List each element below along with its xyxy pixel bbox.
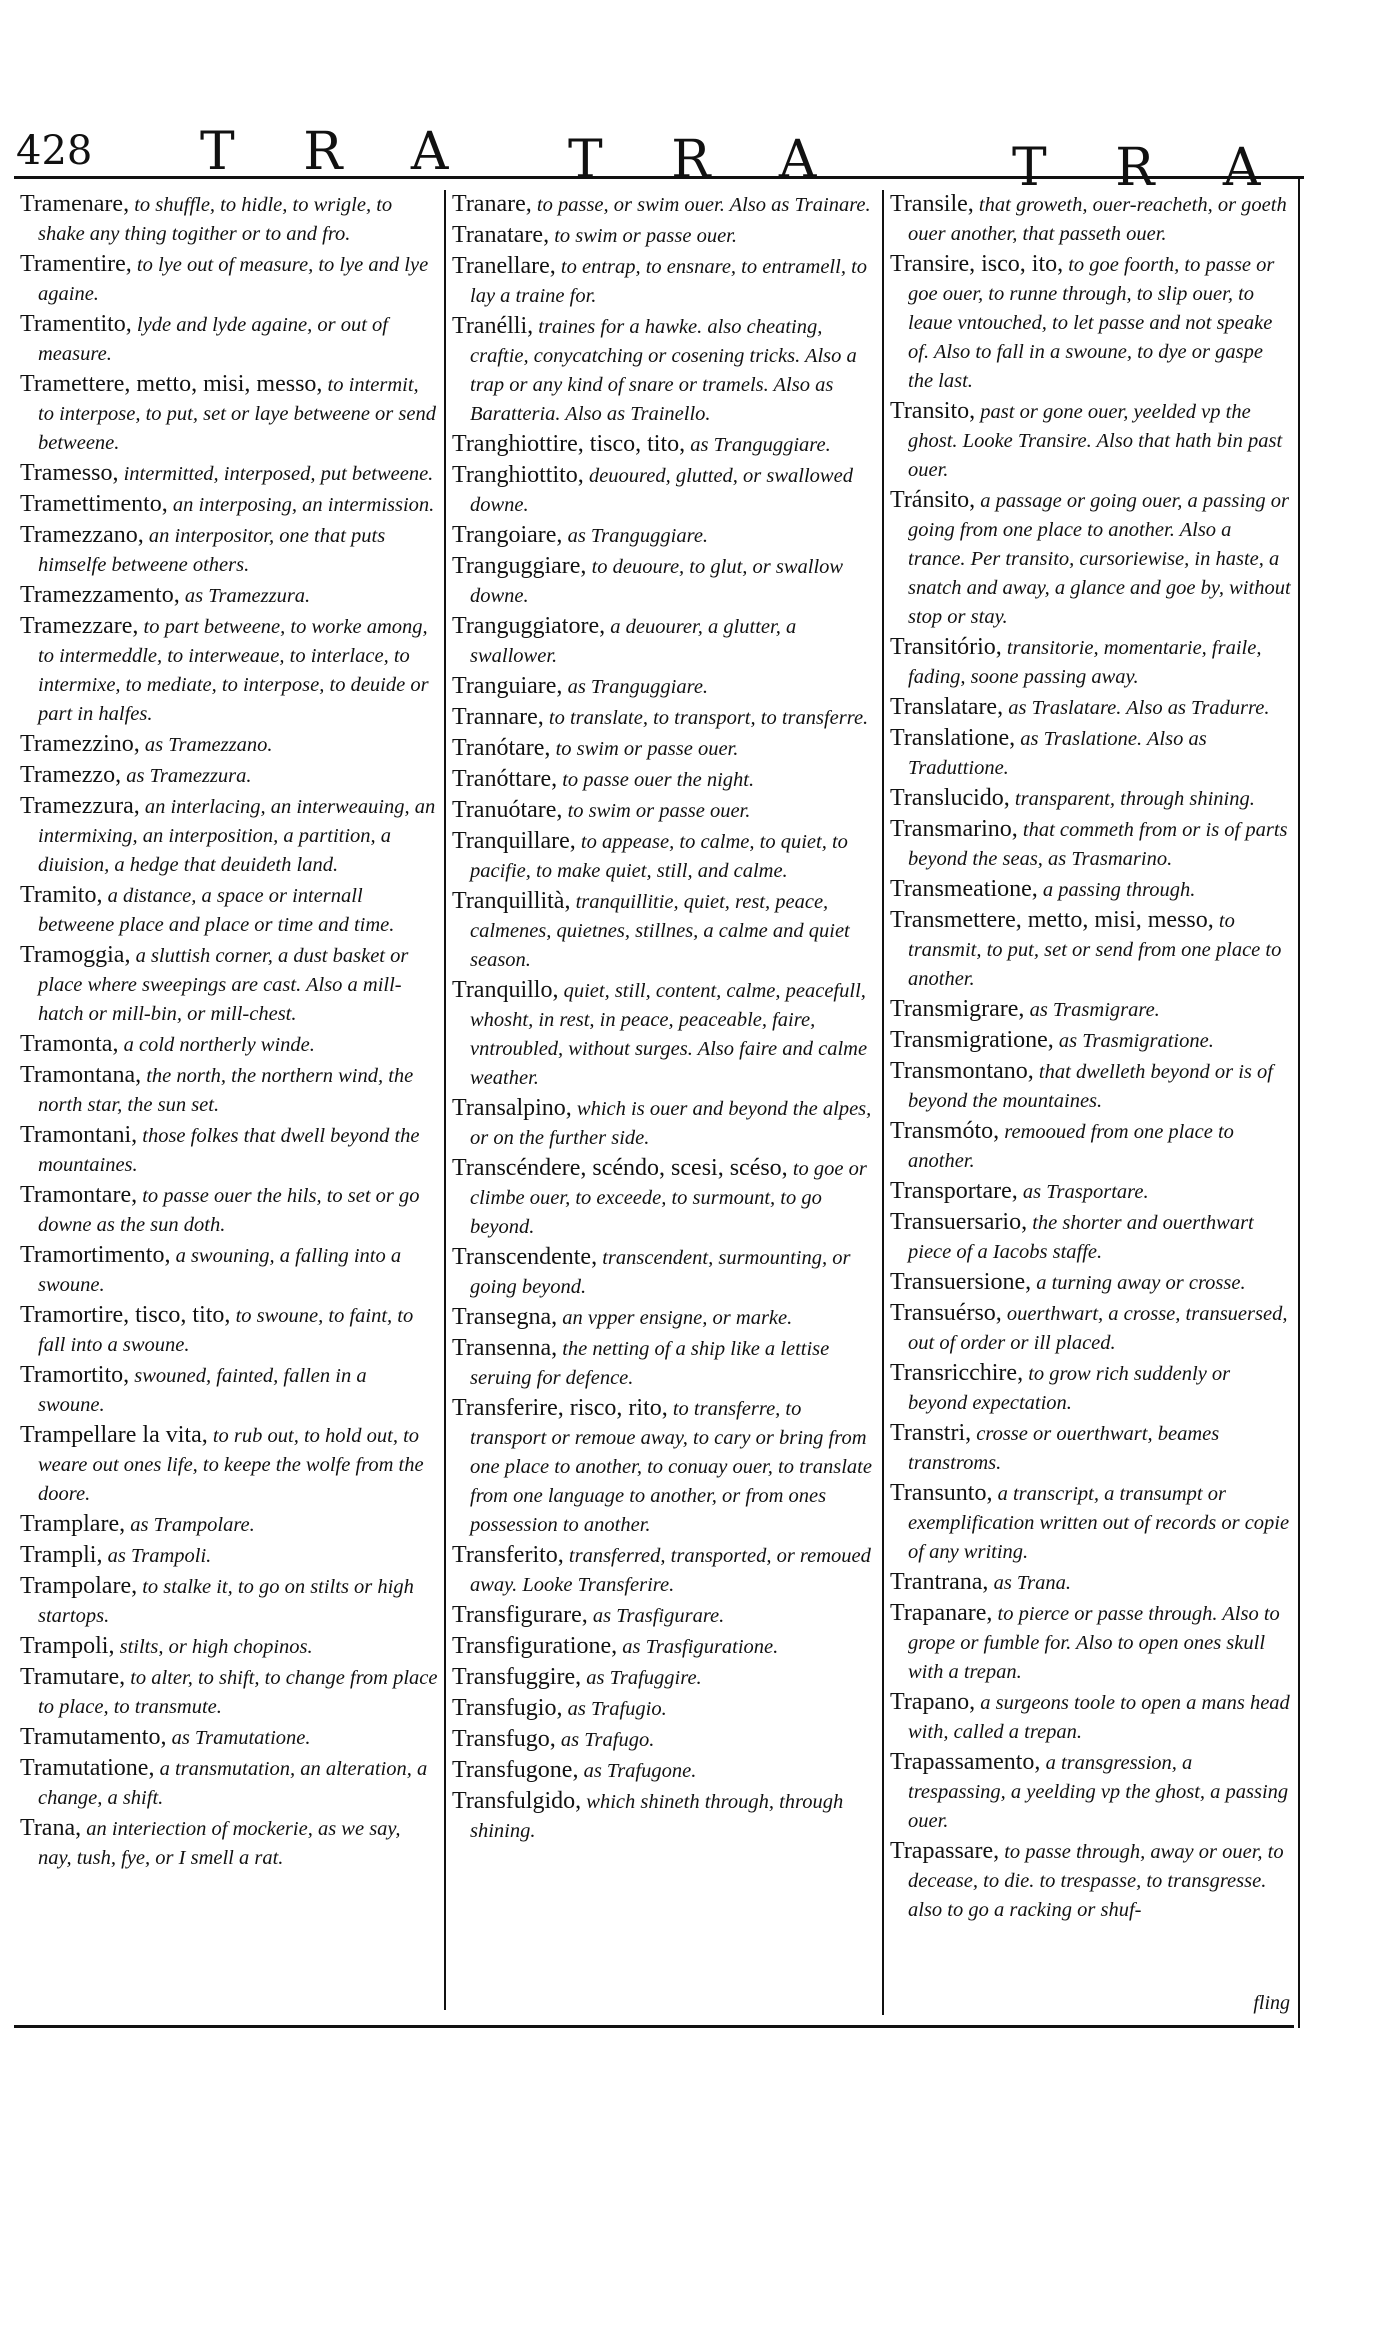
entry-headword: Transmettere, metto, misi, messo, (890, 907, 1214, 933)
dictionary-entry (20, 310, 438, 369)
column-3 (890, 190, 1292, 1926)
column-2 (452, 190, 876, 1847)
entry-headword: Tramezzo, (20, 762, 122, 788)
entry-definition: tranquillitie, quiet, rest, peace, calmenes, quietnes, stillnes, a calme and quiet season. (470, 891, 850, 971)
column-divider-right (882, 190, 884, 2015)
entry-headword: Transmóto, (890, 1118, 1000, 1144)
entry-definition: a passing through. (1037, 879, 1196, 901)
entry-definition: to alter, to shift, to change from place to place, to transmute. (38, 1667, 438, 1718)
entry-definition: intermitted, interposed, put betweene. (118, 463, 434, 485)
dictionary-entry (452, 1725, 876, 1755)
entry-headword: Transito, (890, 398, 976, 424)
entry-headword: Transricchire, (890, 1360, 1024, 1386)
entry-definition: to entrap, to ensnare, to entramell, to lay a traine for. (470, 256, 868, 307)
dictionary-entry (452, 1303, 876, 1333)
entry-definition: as Trafugone. (578, 1760, 697, 1782)
entry-headword: Translucido, (890, 785, 1010, 811)
entry-definition: lyde and lyde againe, or out of measure. (38, 314, 388, 365)
dictionary-entry (452, 552, 876, 611)
dictionary-entry (890, 1208, 1292, 1267)
entry-headword: Tranquillo, (452, 977, 559, 1003)
dictionary-entry (20, 459, 438, 489)
dictionary-entry (452, 1243, 876, 1302)
dictionary-entry (20, 370, 438, 458)
dictionary-entry (890, 815, 1292, 874)
dictionary-entry (20, 521, 438, 580)
page-number: 428 (16, 128, 93, 174)
entry-headword: Translatare, (890, 694, 1004, 720)
entry-definition: as Trasfigurare. (587, 1605, 725, 1627)
entry-headword: Transalpino, (452, 1095, 572, 1121)
entry-definition: ouerthwart, a crosse, transuersed, out of order or ill placed. (908, 1303, 1288, 1354)
entry-definition: a distance, a space or internall betweene place and place or time and time. (38, 885, 395, 936)
entry-definition: to passe ouer the night. (557, 769, 755, 791)
dictionary-entry (890, 1748, 1292, 1836)
entry-headword: Tranguiare, (452, 673, 563, 699)
dictionary-entry (452, 521, 876, 551)
dictionary-entry (452, 734, 876, 764)
dictionary-entry (20, 881, 438, 940)
entry-definition: a transmutation, an alteration, a change, a shift. (38, 1758, 428, 1809)
entry-definition: as Traslatare. Also as Tradurre. (1003, 697, 1270, 719)
entry-headword: Trampolare, (20, 1573, 138, 1599)
entry-definition: to swim or passe ouer. (562, 800, 751, 822)
entry-definition: deuoured, glutted, or swallowed downe. (470, 465, 853, 516)
entry-definition: as Trasportare. (1017, 1181, 1149, 1203)
entry-headword: Transcendente, (452, 1244, 598, 1270)
entry-headword: Transtri, (890, 1420, 972, 1446)
entry-definition: traines for a hawke. also cheating, craftie, conycatching or cosening tricks. Also a trap or any kind of snare or tramels. Also as Baratteria. Also as Trainello. (470, 316, 857, 425)
entry-headword: Tramenare, (20, 191, 130, 217)
dictionary-entry (20, 1541, 438, 1571)
entry-definition: to swoune, to faint, to fall into a swoune. (38, 1305, 414, 1356)
entry-definition: an vpper ensigne, or marke. (557, 1307, 793, 1329)
entry-definition: to transmit, to put, set or send from one place to another. (908, 910, 1282, 990)
entry-definition: a deuourer, a glutter, a swallower. (470, 616, 797, 667)
entry-definition: a turning away or crosse. (1031, 1272, 1246, 1294)
entry-definition: as Trafugio. (562, 1698, 667, 1720)
dictionary-entry (20, 1421, 438, 1509)
entry-definition: as Tramezzura. (179, 585, 311, 607)
entry-definition: to translate, to transport, to transferre. (543, 707, 869, 729)
entry-headword: Tramezzamento, (20, 582, 180, 608)
dictionary-entry (890, 1568, 1292, 1598)
entry-definition: as Trasmigrare. (1024, 999, 1160, 1021)
dictionary-entry (20, 1663, 438, 1722)
entry-headword: Tramoggia, (20, 942, 131, 968)
entry-headword: Transferire, risco, rito, (452, 1395, 668, 1421)
dictionary-entry (452, 1334, 876, 1393)
entry-definition: crosse or ouerthwart, beames transtroms. (908, 1423, 1220, 1474)
dictionary-entry (20, 761, 438, 791)
entry-headword: Tramortimento, (20, 1242, 171, 1268)
dictionary-entry (452, 976, 876, 1093)
entry-headword: Transfulgido, (452, 1788, 582, 1814)
dictionary-entry (890, 250, 1292, 396)
entry-headword: Transmontano, (890, 1058, 1034, 1084)
running-head-left: T R A (200, 122, 475, 182)
entry-definition: as Trafugo. (555, 1729, 655, 1751)
dictionary-entry (890, 1026, 1292, 1056)
dictionary-entry (20, 1030, 438, 1060)
entry-definition: transferred, transported, or remoued away. Looke Transferire. (470, 1545, 871, 1596)
entry-definition: as Tramezzura. (121, 765, 252, 787)
dictionary-entry (452, 430, 876, 460)
entry-definition: to part betweene, to worke among, to intermeddle, to interweaue, to interlace, to intermixe, to mediate, to interpose, to deuide or part in halfes. (38, 616, 429, 725)
dictionary-entry (452, 190, 876, 220)
entry-definition: remooued from one place to another. (908, 1121, 1234, 1172)
dictionary-entry (452, 1632, 876, 1662)
entry-definition: to swim or passe ouer. (549, 225, 738, 247)
entry-headword: Tranghiottito, (452, 462, 584, 488)
entry-definition: transparent, through shining. (1009, 788, 1255, 810)
entry-definition: a sluttish corner, a dust basket or place where sweepings are cast. Also a mill-hatch or mill-bin, or mill-chest. (38, 945, 409, 1025)
entry-definition: transcendent, surmounting, or going beyond. (470, 1247, 851, 1298)
entry-headword: Transenna, (452, 1335, 558, 1361)
dictionary-entry (452, 827, 876, 886)
entry-headword: Tranguggiatore, (452, 613, 606, 639)
entry-definition: as Tramezzano. (139, 734, 273, 756)
entry-definition: as Trafuggire. (581, 1667, 702, 1689)
entry-headword: Tranóttare, (452, 766, 558, 792)
entry-headword: Tramortito, (20, 1362, 130, 1388)
entry-headword: Transuérso, (890, 1300, 1002, 1326)
entry-headword: Tramontare, (20, 1182, 138, 1208)
dictionary-entry (20, 1572, 438, 1631)
entry-headword: Trapano, (890, 1689, 976, 1715)
entry-headword: Tramesso, (20, 460, 119, 486)
entry-headword: Transile, (890, 191, 974, 217)
entry-definition: that commeth from or is of parts beyond the seas, as Trasmarino. (908, 819, 1288, 870)
dictionary-entry (20, 1632, 438, 1662)
entry-definition: to pierce or passe through. Also to grope or fumble for. Also to open ones skull with a trepan. (908, 1603, 1280, 1683)
entry-headword: Trampli, (20, 1542, 103, 1568)
entry-headword: Transuersario, (890, 1209, 1028, 1235)
entry-definition: as Tramutatione. (166, 1727, 311, 1749)
entry-headword: Trantrana, (890, 1569, 989, 1595)
entry-definition: the shorter and ouerthwart piece of a Iacobs staffe. (908, 1212, 1254, 1263)
entry-headword: Transmigratione, (890, 1027, 1054, 1053)
dictionary-entry (890, 1479, 1292, 1567)
entry-definition: as Trampoli. (102, 1545, 212, 1567)
dictionary-entry (890, 875, 1292, 905)
catchword: fling (1253, 1992, 1290, 2014)
header-rule (14, 176, 1304, 179)
dictionary-entry (452, 1601, 876, 1631)
entry-definition: to intermit, to interpose, to put, set or laye betweene or send betweene. (38, 374, 436, 454)
entry-headword: Tranuótare, (452, 797, 563, 823)
dictionary-entry (452, 1154, 876, 1242)
entry-definition: to passe through, away or ouer, to decease, to die. to trespasse, to transgresse. also to go a racking or shuf- (908, 1841, 1284, 1921)
entry-definition: to appease, to calme, to quiet, to pacifie, to make quiet, still, and calme. (470, 831, 848, 882)
entry-headword: Tramortire, tisco, tito, (20, 1302, 231, 1328)
entry-headword: Transmarino, (890, 816, 1018, 842)
entry-definition: quiet, still, content, calme, peacefull, whosht, in rest, in peace, peaceable, faire, vntroubled, without surges. Also faire and calme weather. (470, 980, 868, 1089)
dictionary-entry (890, 1268, 1292, 1298)
entry-headword: Tramontana, (20, 1062, 142, 1088)
dictionary-entry (20, 1121, 438, 1180)
entry-headword: Transcéndere, scéndo, scesi, scéso, (452, 1155, 788, 1181)
dictionary-entry (452, 252, 876, 311)
entry-headword: Tramutatione, (20, 1755, 155, 1781)
entry-definition: a passage or going ouer, a passing or going from one place to another. Also a trance. Per transito, cursoriewise, in haste, a snatch and away, a glance and goe by, without stop or stay. (908, 490, 1291, 628)
dictionary-entry (20, 190, 438, 249)
entry-headword: Tranare, (452, 191, 532, 217)
entry-headword: Trapassare, (890, 1838, 1000, 1864)
entry-definition: which shineth through, through shining. (470, 1791, 844, 1842)
dictionary-entry (452, 612, 876, 671)
entry-headword: Tránsito, (890, 487, 976, 513)
entry-definition: a swouning, a falling into a swoune. (38, 1245, 402, 1296)
entry-definition: to goe or climbe ouer, to exceede, to surmount, to go beyond. (470, 1158, 867, 1238)
dictionary-entry (890, 633, 1292, 692)
entry-headword: Tramezzino, (20, 731, 140, 757)
entry-definition: to rub out, to hold out, to weare out ones life, to keepe the wolfe from the doore. (38, 1425, 424, 1505)
entry-definition: stilts, or high chopinos. (114, 1636, 313, 1658)
dictionary-entry (890, 906, 1292, 994)
dictionary-entry (20, 1361, 438, 1420)
entry-headword: Tramezzano, (20, 522, 144, 548)
entry-headword: Transportare, (890, 1178, 1018, 1204)
dictionary-entry (452, 765, 876, 795)
entry-headword: Transire, isco, ito, (890, 251, 1064, 277)
entry-headword: Trana, (20, 1815, 82, 1841)
entry-headword: Trannare, (452, 704, 544, 730)
entry-definition: an interiection of mockerie, as we say, nay, tush, fye, or I smell a rat. (38, 1818, 401, 1869)
entry-headword: Transmeatione, (890, 876, 1038, 902)
column-1 (20, 190, 438, 1874)
entry-headword: Tramonta, (20, 1031, 119, 1057)
entry-headword: Tramezzare, (20, 613, 139, 639)
dictionary-entry (20, 730, 438, 760)
entry-headword: Transfigurare, (452, 1602, 588, 1628)
entry-headword: Transfuggire, (452, 1664, 582, 1690)
dictionary-entry (452, 1394, 876, 1540)
dictionary-entry (890, 1359, 1292, 1418)
dictionary-entry (452, 1541, 876, 1600)
entry-headword: Tranatare, (452, 222, 550, 248)
entry-headword: Transmigrare, (890, 996, 1025, 1022)
entry-headword: Tranellare, (452, 253, 556, 279)
entry-headword: Transfugio, (452, 1695, 563, 1721)
dictionary-entry (452, 221, 876, 251)
dictionary-entry (452, 796, 876, 826)
entry-headword: Transunto, (890, 1480, 993, 1506)
entry-headword: Tranquillare, (452, 828, 576, 854)
entry-headword: Trampellare la vita, (20, 1422, 208, 1448)
entry-definition: as Trana. (988, 1572, 1072, 1594)
running-head-center: T R A (568, 130, 843, 190)
entry-headword: Tramentito, (20, 311, 132, 337)
entry-definition: to shuffle, to hidle, to wrigle, to shake any thing togither or to and fro. (38, 194, 393, 245)
entry-headword: Tramettere, metto, misi, messo, (20, 371, 323, 397)
entry-definition: as Tranguggiare. (685, 434, 831, 456)
entry-definition: as Trampolare. (125, 1514, 255, 1536)
entry-definition: to lye out of measure, to lye and lye againe. (38, 254, 429, 305)
dictionary-entry (890, 1177, 1292, 1207)
entry-headword: Translatione, (890, 725, 1016, 751)
dictionary-entry (452, 887, 876, 975)
dictionary-entry (890, 1117, 1292, 1176)
entry-definition: as Tranguggiare. (562, 676, 709, 698)
dictionary-entry (452, 1787, 876, 1846)
dictionary-entry (890, 693, 1292, 723)
entry-definition: to passe, or swim ouer. Also as Trainare. (531, 194, 871, 216)
footer-rule (14, 2025, 1294, 2028)
dictionary-entry (20, 250, 438, 309)
dictionary-entry (452, 1694, 876, 1724)
dictionary-entry (20, 1754, 438, 1813)
entry-headword: Tranghiottire, tisco, tito, (452, 431, 686, 457)
dictionary-entry (20, 1061, 438, 1120)
dictionary-entry (452, 312, 876, 429)
entry-headword: Tramentire, (20, 251, 132, 277)
entry-headword: Trapassamento, (890, 1749, 1041, 1775)
entry-definition: that dwelleth beyond or is of beyond the mountaines. (908, 1061, 1273, 1112)
dictionary-entry (20, 1301, 438, 1360)
entry-definition: the north, the northern wind, the north star, the sun set. (38, 1065, 414, 1116)
dictionary-entry (20, 490, 438, 520)
dictionary-entry (890, 1599, 1292, 1687)
entry-definition: to swim or passe ouer. (550, 738, 739, 760)
entry-headword: Tramettimento, (20, 491, 168, 517)
entry-headword: Tramutamento, (20, 1724, 167, 1750)
entry-definition: those folkes that dwell beyond the mountaines. (38, 1125, 420, 1176)
dictionary-entry (890, 1688, 1292, 1747)
dictionary-entry (890, 1419, 1292, 1478)
entry-definition: to grow rich suddenly or beyond expectation. (908, 1363, 1231, 1414)
entry-definition: as Tranguggiare. (562, 525, 709, 547)
entry-headword: Transegna, (452, 1304, 558, 1330)
dictionary-entry (452, 1663, 876, 1693)
entry-headword: Transfugone, (452, 1757, 579, 1783)
entry-headword: Trampoli, (20, 1633, 115, 1659)
dictionary-entry (452, 703, 876, 733)
dictionary-entry (452, 672, 876, 702)
dictionary-entry (452, 461, 876, 520)
entry-definition: an interpositor, one that puts himselfe betweene others. (38, 525, 386, 576)
dictionary-entry (20, 612, 438, 729)
entry-definition: a surgeons toole to open a mans head with, called a trepan. (908, 1692, 1290, 1743)
entry-headword: Tramplare, (20, 1511, 126, 1537)
entry-headword: Tranguggiare, (452, 553, 587, 579)
entry-definition: which is ouer and beyond the alpes, or on the further side. (470, 1098, 872, 1149)
entry-definition: swouned, fainted, fallen in a swoune. (38, 1365, 367, 1416)
entry-definition: to stalke it, to go on stilts or high startops. (38, 1576, 414, 1627)
entry-definition: past or gone ouer, yeelded vp the ghost. Looke Transire. Also that hath bin past ouer. (908, 401, 1283, 481)
entry-definition: to passe ouer the hils, to set or go downe as the sun doth. (38, 1185, 420, 1236)
dictionary-entry (452, 1756, 876, 1786)
dictionary-entry (20, 1181, 438, 1240)
entry-definition: a cold northerly winde. (118, 1034, 315, 1056)
dictionary-entry (20, 792, 438, 880)
entry-definition: as Trasfiguratione. (617, 1636, 779, 1658)
dictionary-entry (890, 784, 1292, 814)
dictionary-entry (20, 941, 438, 1029)
entry-headword: Tramito, (20, 882, 103, 908)
dictionary-entry (20, 581, 438, 611)
entry-headword: Tranquillità, (452, 888, 571, 914)
entry-definition: to deuoure, to glut, or swallow downe. (470, 556, 844, 607)
entry-headword: Tranélli, (452, 313, 534, 339)
entry-definition: a transgression, a trespassing, a yeelding vp the ghost, a passing ouer. (908, 1752, 1289, 1832)
dictionary-entry (890, 1299, 1292, 1358)
dictionary-entry (890, 724, 1292, 783)
entry-headword: Transfiguratione, (452, 1633, 618, 1659)
entry-headword: Transferito, (452, 1542, 564, 1568)
entry-headword: Tranótare, (452, 735, 551, 761)
column-divider-left (444, 190, 446, 2010)
entry-definition: the netting of a ship like a lettise seruing for defence. (470, 1338, 830, 1389)
dictionary-entry (20, 1814, 438, 1873)
entry-definition: that groweth, ouer-reacheth, or goeth ouer another, that passeth ouer. (908, 194, 1287, 245)
entry-definition: transitorie, momentarie, fraile, fading, soone passing away. (908, 637, 1262, 688)
entry-headword: Tramezzura, (20, 793, 140, 819)
entry-headword: Tramontani, (20, 1122, 138, 1148)
page-right-border (1298, 178, 1300, 2028)
dictionary-entry (890, 995, 1292, 1025)
entry-definition: as Trasmigratione. (1053, 1030, 1214, 1052)
entry-definition: an interposing, an intermission. (167, 494, 435, 516)
dictionary-entry (890, 1837, 1292, 1925)
entry-definition: to transferre, to transport or remoue away, to cary or bring from one place to another, to conuay ouer, to translate from one language to another, or from ones possession to another. (470, 1398, 872, 1536)
dictionary-entry (890, 1057, 1292, 1116)
entry-headword: Trangoiare, (452, 522, 563, 548)
entry-headword: Transfugo, (452, 1726, 556, 1752)
entry-headword: Trapanare, (890, 1600, 993, 1626)
dictionary-entry (20, 1510, 438, 1540)
dictionary-entry (890, 486, 1292, 632)
entry-headword: Transuersione, (890, 1269, 1032, 1295)
dictionary-entry (452, 1094, 876, 1153)
dictionary-entry (890, 190, 1292, 249)
entry-definition: to goe foorth, to passe or goe ouer, to runne through, to slip ouer, to leaue vntouched, to let passe and not speake of. Also to fall in a swoune, to dye or gaspe the last. (908, 254, 1275, 392)
entry-headword: Tramutare, (20, 1664, 126, 1690)
dictionary-entry (890, 397, 1292, 485)
entry-headword: Transitório, (890, 634, 1002, 660)
entry-definition: an interlacing, an interweauing, an intermixing, an interposition, a partition, a diuision, a hedge that deuideth land. (38, 796, 436, 876)
dictionary-entry (20, 1241, 438, 1300)
entry-definition: a transcript, a transumpt or exemplification written out of records or copie of any writing. (908, 1483, 1290, 1563)
dictionary-entry (20, 1723, 438, 1753)
entry-definition: as Traslatione. Also as Traduttione. (908, 728, 1207, 779)
running-head-right: T R A (1012, 138, 1287, 198)
